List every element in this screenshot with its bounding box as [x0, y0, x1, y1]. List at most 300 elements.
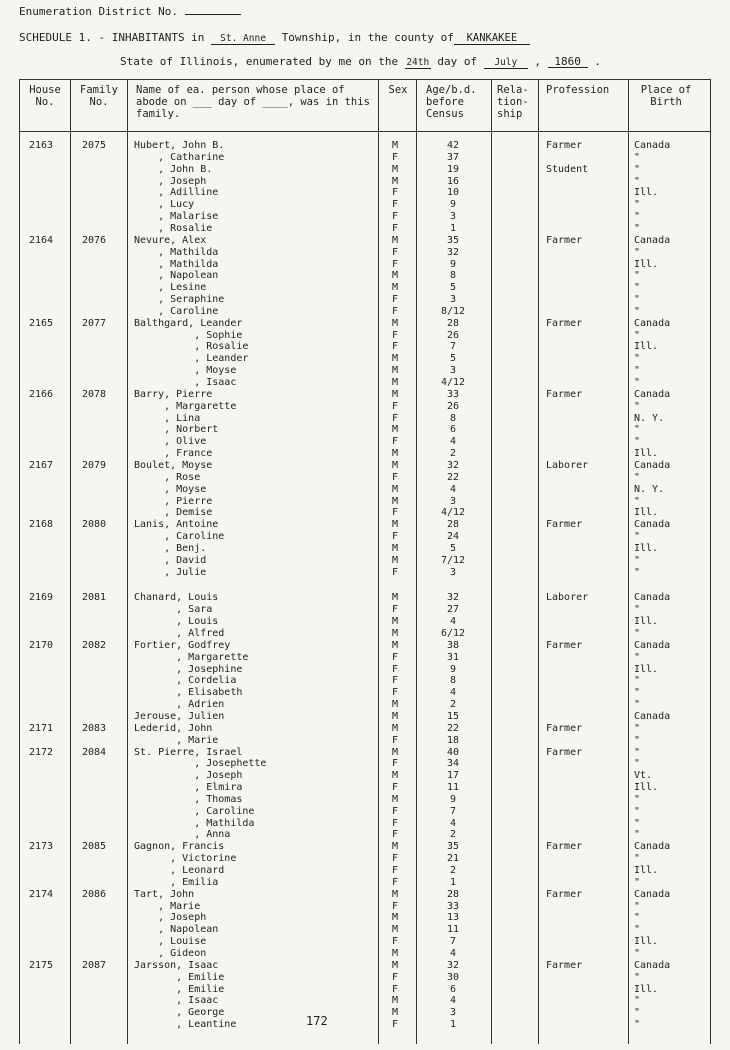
day-of-label: day of: [437, 55, 478, 68]
person-profession: Farmer: [546, 746, 583, 758]
person-sex: F: [391, 305, 399, 317]
person-sex: F: [391, 151, 399, 163]
birth-place: ": [634, 151, 641, 163]
birth-place: Canada: [634, 710, 671, 722]
person-age: 1: [449, 876, 457, 888]
person-name: , Joseph: [134, 175, 207, 187]
person-age: 9: [449, 663, 457, 675]
house-number: 2174: [28, 888, 54, 900]
house-number: 2172: [28, 746, 54, 758]
person-name: , Josephette: [134, 758, 267, 770]
person-name: , Demise: [134, 507, 213, 519]
person-name: , Lina: [134, 412, 201, 424]
col-header-profession: Profession: [546, 84, 610, 96]
person-name: , Leander: [134, 353, 249, 365]
person-name: , David: [134, 554, 207, 566]
birth-place: Canada: [634, 841, 671, 853]
person-name: Boulet, Moyse: [134, 459, 213, 471]
person-age: 3: [449, 211, 457, 223]
person-name: , Rosalie: [134, 222, 213, 234]
person-profession: Student: [546, 163, 589, 175]
birth-place: ": [634, 554, 641, 566]
house-number: 2163: [28, 140, 54, 151]
person-age: 37: [446, 151, 460, 163]
col-header-name: Name of ea. person whose place of abode on ___ day of ____, was in this family.: [136, 84, 370, 120]
birth-place: ": [634, 163, 641, 175]
birth-place: Ill.: [634, 542, 659, 554]
birth-place: Canada: [634, 140, 671, 151]
person-age: 8/12: [440, 305, 466, 317]
birth-place: ": [634, 424, 641, 436]
person-name: , Malarise: [134, 211, 219, 223]
person-age: 4: [449, 947, 457, 959]
person-name: , Anna: [134, 829, 231, 841]
person-name: , Benj.: [134, 542, 207, 554]
birth-place: ": [634, 900, 641, 912]
col-header-house: House No.: [29, 84, 61, 108]
person-name: , Victorine: [134, 853, 237, 865]
person-age: 10: [446, 187, 460, 199]
person-sex: M: [391, 710, 399, 722]
col-header-place: Place of Birth: [640, 84, 692, 108]
family-number: 2080: [81, 519, 107, 531]
person-age: 4/12: [440, 507, 466, 519]
person-age: 17: [446, 770, 460, 782]
person-sex: M: [391, 746, 399, 758]
person-sex: F: [391, 1019, 399, 1031]
person-age: 13: [446, 912, 460, 924]
person-sex: F: [391, 400, 399, 412]
birth-place: ": [634, 566, 641, 578]
person-profession: Laborer: [546, 592, 589, 604]
person-sex: M: [391, 353, 399, 365]
person-sex: M: [391, 270, 399, 282]
person-sex: F: [391, 258, 399, 270]
person-age: 8: [449, 412, 457, 424]
person-sex: M: [391, 770, 399, 782]
person-age: 7: [449, 341, 457, 353]
person-name: , Elmira: [134, 782, 243, 794]
person-sex: F: [391, 329, 399, 341]
col-header-sex: Sex: [388, 84, 408, 96]
person-sex: M: [391, 448, 399, 460]
person-age: 32: [446, 246, 460, 258]
month-value: July: [484, 57, 528, 69]
person-name: , Moyse: [134, 483, 207, 495]
person-name: , Pierre: [134, 495, 213, 507]
house-number: 2167: [28, 459, 54, 471]
birth-place: ": [634, 746, 641, 758]
person-age: 4: [449, 995, 457, 1007]
person-name: , Moyse: [134, 365, 237, 377]
person-profession: Farmer: [546, 140, 583, 151]
person-age: 21: [446, 853, 460, 865]
person-name: Lanis, Antoine: [134, 519, 219, 531]
person-sex: M: [391, 424, 399, 436]
birth-place: Canada: [634, 888, 671, 900]
person-sex: F: [391, 983, 399, 995]
person-age: 32: [446, 592, 460, 604]
person-age: 11: [446, 782, 460, 794]
birth-place: Canada: [634, 519, 671, 531]
birth-place: ": [634, 1007, 641, 1019]
person-age: 9: [449, 258, 457, 270]
birth-place: ": [634, 531, 641, 543]
person-profession: Farmer: [546, 317, 583, 329]
person-sex: M: [391, 699, 399, 711]
person-age: 33: [446, 388, 460, 400]
person-name: , Leantine: [134, 1019, 237, 1031]
person-age: 28: [446, 519, 460, 531]
person-sex: F: [391, 651, 399, 663]
person-profession: Farmer: [546, 959, 583, 971]
person-sex: F: [391, 805, 399, 817]
birth-place: ": [634, 876, 641, 888]
birth-place: ": [634, 222, 641, 234]
person-sex: F: [391, 971, 399, 983]
person-name: , Seraphine: [134, 294, 225, 306]
birth-place: ": [634, 675, 641, 687]
person-sex: M: [391, 912, 399, 924]
person-age: 4: [449, 687, 457, 699]
person-age: 35: [446, 841, 460, 853]
birth-place: ": [634, 270, 641, 282]
birth-place: ": [634, 651, 641, 663]
person-name: , Marie: [134, 900, 201, 912]
birth-place: ": [634, 758, 641, 770]
schedule-label: SCHEDULE 1. - INHABITANTS in: [19, 31, 205, 44]
birth-place: Canada: [634, 459, 671, 471]
person-sex: F: [391, 758, 399, 770]
person-age: 24: [446, 531, 460, 543]
person-age: 28: [446, 888, 460, 900]
person-sex: M: [391, 639, 399, 651]
person-sex: M: [391, 365, 399, 377]
birth-place: N. Y.: [634, 483, 665, 495]
person-name: , Catharine: [134, 151, 225, 163]
birth-place: ": [634, 199, 641, 211]
birth-place: ": [634, 211, 641, 223]
person-age: 4: [449, 483, 457, 495]
birth-place: ": [634, 604, 641, 616]
person-age: 33: [446, 900, 460, 912]
person-name: Hubert, John B.: [134, 140, 225, 151]
person-sex: M: [391, 140, 399, 151]
person-sex: M: [391, 163, 399, 175]
family-number: 2076: [81, 234, 107, 246]
person-age: 9: [449, 199, 457, 211]
person-sex: F: [391, 531, 399, 543]
person-name: Chanard, Louis: [134, 592, 219, 604]
person-sex: F: [391, 211, 399, 223]
family-number: 2085: [81, 841, 107, 853]
person-profession: Farmer: [546, 639, 583, 651]
birth-place: N. Y.: [634, 412, 665, 424]
person-age: 28: [446, 317, 460, 329]
person-age: 7/12: [440, 554, 466, 566]
person-sex: M: [391, 793, 399, 805]
person-age: 35: [446, 234, 460, 246]
person-profession: Farmer: [546, 722, 583, 734]
house-number: 2164: [28, 234, 54, 246]
birth-place: ": [634, 282, 641, 294]
person-sex: M: [391, 888, 399, 900]
person-sex: M: [391, 947, 399, 959]
person-name: Nevure, Alex: [134, 234, 207, 246]
person-age: 26: [446, 329, 460, 341]
person-age: 3: [449, 365, 457, 377]
house-number: 2170: [28, 639, 54, 651]
person-sex: F: [391, 222, 399, 234]
family-number: 2075: [81, 140, 107, 151]
person-name: , Mathilda: [134, 817, 255, 829]
person-age: 18: [446, 734, 460, 746]
person-name: , Napolean: [134, 924, 219, 936]
person-age: 22: [446, 722, 460, 734]
birth-place: Ill.: [634, 865, 659, 876]
person-age: 2: [449, 448, 457, 460]
birth-place: Ill.: [634, 341, 659, 353]
person-age: 7: [449, 805, 457, 817]
family-number: 2086: [81, 888, 107, 900]
birth-place: ": [634, 175, 641, 187]
person-sex: M: [391, 995, 399, 1007]
person-name: , Louis: [134, 616, 219, 628]
person-sex: M: [391, 483, 399, 495]
person-sex: M: [391, 459, 399, 471]
birth-place: ": [634, 817, 641, 829]
person-sex: F: [391, 246, 399, 258]
day-value: 24th: [406, 57, 430, 68]
person-name: , Joseph: [134, 770, 243, 782]
person-name: , Emilie: [134, 971, 225, 983]
person-sex: F: [391, 936, 399, 948]
person-name: , Thomas: [134, 793, 243, 805]
birth-place: ": [634, 377, 641, 388]
person-sex: M: [391, 554, 399, 566]
person-sex: F: [391, 675, 399, 687]
person-name: St. Pierre, Israel: [134, 746, 243, 758]
family-number: 2079: [81, 459, 107, 471]
family-number: 2084: [81, 746, 107, 758]
person-sex: F: [391, 471, 399, 483]
person-profession: Farmer: [546, 388, 583, 400]
person-name: , Rose: [134, 471, 201, 483]
person-age: 5: [449, 282, 457, 294]
person-name: , Lucy: [134, 199, 195, 211]
house-number: 2165: [28, 317, 54, 329]
birth-place: ": [634, 734, 641, 746]
person-sex: F: [391, 507, 399, 519]
person-sex: M: [391, 388, 399, 400]
person-name: , Adrien: [134, 699, 225, 711]
person-sex: F: [391, 853, 399, 865]
person-sex: F: [391, 604, 399, 616]
col-header-relationship: Rela- tion- ship: [497, 84, 529, 120]
birth-place: Canada: [634, 592, 671, 604]
person-sex: M: [391, 722, 399, 734]
person-sex: F: [391, 436, 399, 448]
person-sex: M: [391, 234, 399, 246]
person-name: , Gideon: [134, 947, 207, 959]
birth-place: ": [634, 471, 641, 483]
person-name: , Caroline: [134, 531, 225, 543]
birth-place: ": [634, 995, 641, 1007]
person-name: Jerouse, Julien: [134, 710, 225, 722]
house-number: 2173: [28, 841, 54, 853]
person-name: , Mathilda: [134, 246, 219, 258]
person-sex: F: [391, 566, 399, 578]
person-name: , Isaac: [134, 377, 237, 388]
person-age: 8: [449, 675, 457, 687]
birth-place: ": [634, 305, 641, 317]
person-sex: M: [391, 317, 399, 329]
person-profession: Laborer: [546, 459, 589, 471]
person-age: 11: [446, 924, 460, 936]
birth-place: Ill.: [634, 936, 659, 948]
person-name: Jarsson, Isaac: [134, 959, 219, 971]
person-age: 40: [446, 746, 460, 758]
person-sex: F: [391, 663, 399, 675]
person-age: 2: [449, 865, 457, 876]
birth-place: Vt.: [634, 770, 653, 782]
person-name: , France: [134, 448, 213, 460]
district-label: Enumeration District No.: [19, 5, 178, 18]
birth-place: Ill.: [634, 448, 659, 460]
birth-place: ": [634, 436, 641, 448]
birth-place: ": [634, 365, 641, 377]
person-age: 15: [446, 710, 460, 722]
person-name: , Margarette: [134, 400, 237, 412]
person-profession: Farmer: [546, 234, 583, 246]
person-name: , Adilline: [134, 187, 219, 199]
house-number: 2175: [28, 959, 54, 971]
person-name: , George: [134, 1007, 225, 1019]
person-age: 27: [446, 604, 460, 616]
house-number: 2166: [28, 388, 54, 400]
person-name: , Isaac: [134, 995, 219, 1007]
person-age: 1: [449, 1019, 457, 1031]
birth-place: ": [634, 793, 641, 805]
person-sex: M: [391, 592, 399, 604]
person-name: Barry, Pierre: [134, 388, 213, 400]
family-number: 2087: [81, 959, 107, 971]
birth-place: Ill.: [634, 507, 659, 519]
house-number: 2169: [28, 592, 54, 604]
birth-place: Ill.: [634, 983, 659, 995]
house-number: 2171: [28, 722, 54, 734]
family-number: 2081: [81, 592, 107, 604]
person-sex: F: [391, 734, 399, 746]
person-name: , Lesine: [134, 282, 207, 294]
person-sex: F: [391, 187, 399, 199]
person-sex: F: [391, 876, 399, 888]
person-name: Tart, John: [134, 888, 195, 900]
birth-place: Ill.: [634, 782, 659, 794]
person-sex: M: [391, 616, 399, 628]
person-sex: M: [391, 1007, 399, 1019]
house-number: 2168: [28, 519, 54, 531]
person-sex: F: [391, 782, 399, 794]
birth-place: ": [634, 699, 641, 711]
person-name: , Sophie: [134, 329, 243, 341]
person-name: , Margarette: [134, 651, 249, 663]
state-line: State of Illinois, enumerated by me on the 24th day of July , 1860 .: [120, 55, 601, 68]
birth-place: Canada: [634, 388, 671, 400]
person-profession: Farmer: [546, 841, 583, 853]
person-age: 2: [449, 699, 457, 711]
person-age: 32: [446, 459, 460, 471]
person-sex: M: [391, 519, 399, 531]
person-sex: F: [391, 341, 399, 353]
family-number: 2077: [81, 317, 107, 329]
person-age: 22: [446, 471, 460, 483]
person-age: 6: [449, 983, 457, 995]
birth-place: Ill.: [634, 258, 659, 270]
birth-place: ": [634, 400, 641, 412]
person-sex: F: [391, 199, 399, 211]
person-profession: Farmer: [546, 519, 583, 531]
person-name: , Sara: [134, 604, 213, 616]
birth-place: ": [634, 829, 641, 841]
state-line-prefix: State of Illinois, enumerated by me on the: [120, 55, 399, 68]
birth-place: Ill.: [634, 187, 659, 199]
township-value: St. Anne: [211, 33, 275, 45]
person-age: 8: [449, 270, 457, 282]
person-sex: F: [391, 412, 399, 424]
person-age: 26: [446, 400, 460, 412]
person-name: , Caroline: [134, 805, 255, 817]
person-name: , Emilia: [134, 876, 219, 888]
township-label: Township, in the county of: [281, 31, 454, 44]
person-sex: M: [391, 377, 399, 388]
county-value: KANKAKEE: [454, 33, 530, 45]
birth-place: ": [634, 947, 641, 959]
person-name: , Julie: [134, 566, 207, 578]
person-age: 3: [449, 1007, 457, 1019]
person-name: , Emilie: [134, 983, 225, 995]
person-sex: F: [391, 687, 399, 699]
birth-place: Ill.: [634, 663, 659, 675]
col-header-family: Family No.: [80, 84, 118, 108]
person-age: 1: [449, 222, 457, 234]
person-sex: F: [391, 829, 399, 841]
person-profession: Farmer: [546, 888, 583, 900]
person-name: Balthgard, Leander: [134, 317, 243, 329]
birth-place: ": [634, 971, 641, 983]
person-sex: M: [391, 495, 399, 507]
person-name: , John B.: [134, 163, 213, 175]
birth-place: ": [634, 687, 641, 699]
birth-place: ": [634, 722, 641, 734]
birth-place: Canada: [634, 639, 671, 651]
person-age: 19: [446, 163, 460, 175]
birth-place: ": [634, 924, 641, 936]
birth-place: Canada: [634, 959, 671, 971]
person-name: , Marie: [134, 734, 219, 746]
person-age: 3: [449, 495, 457, 507]
family-number: 2083: [81, 722, 107, 734]
person-name: , Alfred: [134, 628, 225, 639]
person-sex: F: [391, 865, 399, 876]
person-age: 16: [446, 175, 460, 187]
person-name: , Norbert: [134, 424, 219, 436]
person-sex: F: [391, 817, 399, 829]
person-name: , Josephine: [134, 663, 243, 675]
person-name: , Louise: [134, 936, 207, 948]
person-name: , Mathilda: [134, 258, 219, 270]
person-age: 30: [446, 971, 460, 983]
